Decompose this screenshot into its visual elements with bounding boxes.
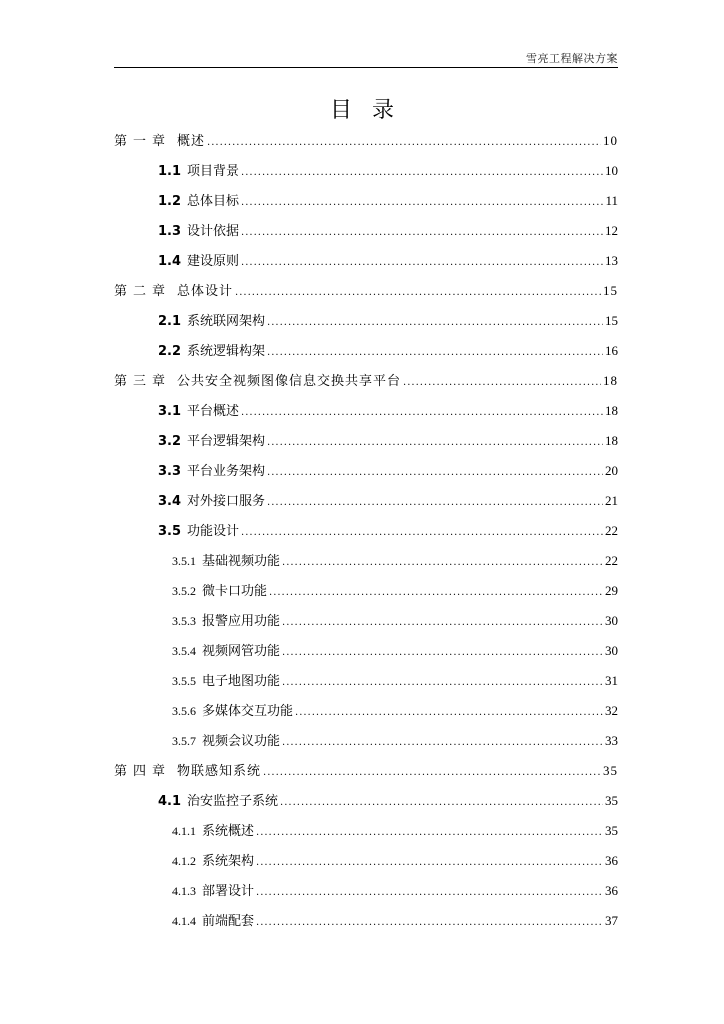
toc-entry-label: 微卡口功能 <box>202 584 268 599</box>
toc-entry-label: 视频会议功能 <box>202 734 281 749</box>
toc-entry-page: 18 <box>605 433 618 448</box>
toc-entry-number: 3.5.5 <box>172 674 196 688</box>
toc-entry-page: 35 <box>605 793 618 808</box>
toc-entry-number: 1.4 <box>158 254 182 269</box>
toc-entry-label: 前端配套 <box>202 914 255 929</box>
toc-entry-number: 3.5.4 <box>172 644 196 658</box>
toc-entry-number: 3.3 <box>158 464 182 479</box>
toc-entry-label: 总体设计 <box>177 284 234 299</box>
dot-leader <box>241 158 603 188</box>
dot-leader <box>282 728 603 758</box>
toc-entry-page: 35 <box>603 763 618 778</box>
toc-entry-number: 4.1.3 <box>172 884 196 898</box>
toc-entry-number: 3.1 <box>158 404 182 419</box>
toc-entry-page: 31 <box>605 673 618 688</box>
toc-entry-number: 1.3 <box>158 224 182 239</box>
toc-entry[interactable] <box>114 306 618 336</box>
dot-leader <box>235 278 601 308</box>
dot-leader <box>282 548 603 578</box>
dot-leader <box>256 908 603 938</box>
toc-entry-page: 30 <box>605 613 618 628</box>
toc-entry-number: 第二章 <box>114 284 172 299</box>
toc-entry-page: 33 <box>605 733 618 748</box>
toc-entry[interactable] <box>114 186 618 216</box>
dot-leader <box>282 638 603 668</box>
dot-leader <box>403 368 601 398</box>
toc-entry-label: 建设原则 <box>187 254 240 269</box>
toc-entry-page: 18 <box>603 373 618 388</box>
toc-entry-label: 总体目标 <box>187 194 240 209</box>
toc-entry-page: 18 <box>605 403 618 418</box>
dot-leader <box>295 698 603 728</box>
toc-entry[interactable] <box>114 156 618 186</box>
toc-entry-label: 系统联网架构 <box>187 314 266 329</box>
toc-entry-label: 系统概述 <box>202 824 255 839</box>
toc-entry[interactable] <box>114 876 618 906</box>
toc-entry-page: 22 <box>605 523 618 538</box>
toc-entry[interactable] <box>114 216 618 246</box>
toc-entry-page: 16 <box>605 343 618 358</box>
toc-entry-label: 电子地图功能 <box>202 674 281 689</box>
toc-entry-label: 物联感知系统 <box>177 764 262 779</box>
toc-entry-page: 12 <box>605 223 618 238</box>
toc-entry-number: 3.5.6 <box>172 704 196 718</box>
toc-entry-label: 平台概述 <box>187 404 240 419</box>
dot-leader <box>282 668 603 698</box>
toc-entry-label: 功能设计 <box>187 524 240 539</box>
toc-entry-label: 设计依据 <box>187 224 240 239</box>
toc-entry-page: 20 <box>605 463 618 478</box>
dot-leader <box>241 398 603 428</box>
toc-entry-number: 3.5.2 <box>172 584 196 598</box>
toc-entry-number: 1.1 <box>158 164 182 179</box>
toc-entry[interactable] <box>114 486 618 516</box>
toc-entry[interactable] <box>114 426 618 456</box>
dot-leader <box>280 788 603 818</box>
dot-leader <box>241 248 603 278</box>
toc-entry-page: 36 <box>605 853 618 868</box>
toc-entry[interactable] <box>114 336 618 366</box>
toc-entry-page: 10 <box>605 163 618 178</box>
toc-entry-page: 37 <box>605 913 618 928</box>
toc-entry[interactable] <box>114 786 618 816</box>
toc-entry-number: 3.5.3 <box>172 614 196 628</box>
toc-entry-label: 项目背景 <box>187 164 240 179</box>
toc-entry-page: 15 <box>605 313 618 328</box>
dot-leader <box>267 428 603 458</box>
toc-entry-label: 多媒体交互功能 <box>202 704 294 719</box>
toc-entry-label: 平台业务架构 <box>187 464 266 479</box>
toc-entry[interactable] <box>114 666 618 696</box>
toc-entry-number: 第一章 <box>114 134 172 149</box>
toc-entry-page: 11 <box>605 193 618 208</box>
header-rule <box>114 67 618 68</box>
toc-entry-label: 报警应用功能 <box>202 614 281 629</box>
toc-entry-number: 3.5.7 <box>172 734 196 748</box>
toc-entry-label: 概述 <box>177 134 206 149</box>
running-header: 雪亮工程解决方案 <box>526 52 618 65</box>
toc-entry[interactable] <box>114 456 618 486</box>
toc-entry-label: 系统架构 <box>202 854 255 869</box>
toc-entry[interactable] <box>114 276 618 306</box>
toc-entry-page: 30 <box>605 643 618 658</box>
toc-entry-label: 对外接口服务 <box>187 494 266 509</box>
toc-entry-number: 1.2 <box>158 194 182 209</box>
dot-leader <box>241 518 603 548</box>
toc-entry-number: 4.1.1 <box>172 824 196 838</box>
dot-leader <box>241 188 603 218</box>
toc-entry-page: 15 <box>603 283 618 298</box>
dot-leader <box>241 218 603 248</box>
toc-entry-number: 2.2 <box>158 344 182 359</box>
toc-entry[interactable] <box>114 366 618 396</box>
toc-entry-page: 22 <box>605 553 618 568</box>
toc-entry-page: 10 <box>603 133 618 148</box>
toc-entry[interactable] <box>114 906 618 936</box>
toc-entry-number: 2.1 <box>158 314 182 329</box>
dot-leader <box>256 818 603 848</box>
dot-leader <box>263 758 601 788</box>
toc-entry-number: 4.1 <box>158 794 182 809</box>
toc-entry[interactable] <box>114 726 618 756</box>
dot-leader <box>282 608 603 638</box>
toc-entry[interactable] <box>114 246 618 276</box>
toc-entry[interactable] <box>114 576 618 606</box>
toc-entry-label: 平台逻辑架构 <box>187 434 266 449</box>
table-of-contents <box>114 126 618 936</box>
toc-entry-number: 3.2 <box>158 434 182 449</box>
toc-entry-label: 系统逻辑构架 <box>187 344 266 359</box>
toc-title: 目录 <box>329 98 414 123</box>
toc-entry-page: 29 <box>605 583 618 598</box>
toc-entry[interactable] <box>114 696 618 726</box>
dot-leader <box>267 308 603 338</box>
toc-entry-page: 32 <box>605 703 618 718</box>
dot-leader <box>207 128 601 158</box>
toc-entry-number: 第三章 <box>114 374 172 389</box>
toc-entry-page: 35 <box>605 823 618 838</box>
toc-entry-label: 基础视频功能 <box>202 554 281 569</box>
toc-entry[interactable] <box>114 756 618 786</box>
toc-entry-page: 36 <box>605 883 618 898</box>
dot-leader <box>256 848 603 878</box>
toc-entry-label: 视频网管功能 <box>202 644 281 659</box>
toc-entry-number: 4.1.2 <box>172 854 196 868</box>
dot-leader <box>267 338 603 368</box>
toc-entry-number: 3.5.1 <box>172 554 196 568</box>
dot-leader <box>267 458 603 488</box>
toc-entry[interactable] <box>114 516 618 546</box>
toc-entry[interactable] <box>114 816 618 846</box>
toc-entry[interactable] <box>114 396 618 426</box>
toc-entry-number: 3.5 <box>158 524 182 539</box>
toc-entry-number: 3.4 <box>158 494 182 509</box>
toc-entry-number: 4.1.4 <box>172 914 196 928</box>
dot-leader <box>267 488 603 518</box>
toc-entry-page: 13 <box>605 253 618 268</box>
dot-leader <box>256 878 603 908</box>
toc-entry[interactable] <box>114 546 618 576</box>
toc-entry[interactable] <box>114 636 618 666</box>
toc-entry[interactable] <box>114 846 618 876</box>
toc-entry-label: 公共安全视频图像信息交换共享平台 <box>177 374 402 389</box>
toc-entry-label: 部署设计 <box>202 884 255 899</box>
dot-leader <box>269 578 603 608</box>
toc-entry-label: 治安监控子系统 <box>187 794 279 809</box>
toc-entry[interactable] <box>114 606 618 636</box>
toc-entry-page: 21 <box>605 493 618 508</box>
toc-entry-number: 第四章 <box>114 764 172 779</box>
toc-entry[interactable] <box>114 126 618 156</box>
